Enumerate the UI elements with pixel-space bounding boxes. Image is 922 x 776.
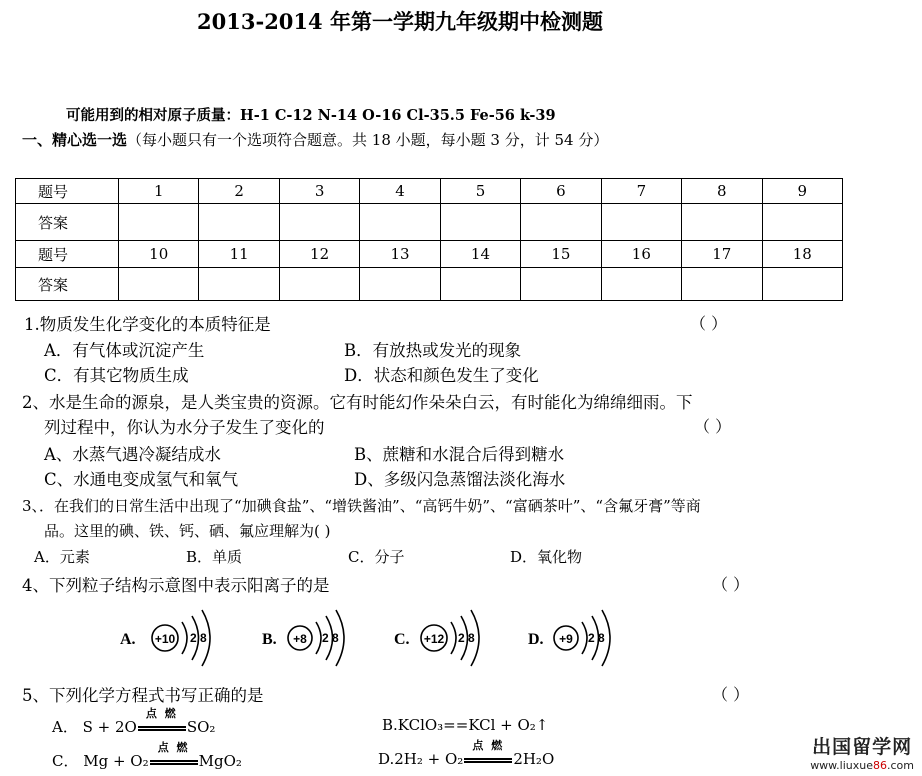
equals-bar xyxy=(138,726,186,731)
answer-cell[interactable] xyxy=(440,204,520,241)
particle-b-diagram xyxy=(262,610,344,666)
answer-row xyxy=(16,268,843,301)
question-number: 5 xyxy=(440,179,520,204)
answer-header: 答案 xyxy=(16,268,119,301)
question-number: 2 xyxy=(199,179,279,204)
shell-electrons: 2 8 xyxy=(322,631,339,645)
question-number: 8 xyxy=(682,179,762,204)
answer-cell[interactable] xyxy=(279,268,359,301)
particle-c-diagram xyxy=(394,610,479,666)
answer-cell[interactable] xyxy=(440,268,520,301)
watermark-title: 出国留学网 xyxy=(812,736,913,758)
answer-cell[interactable] xyxy=(682,268,762,301)
answer-cell[interactable] xyxy=(521,204,601,241)
q5-option-d xyxy=(378,739,555,768)
shell-electrons: 2 8 xyxy=(458,631,475,645)
nucleus-charge: +8 xyxy=(293,632,307,646)
q3-option-d: D．氧化物 xyxy=(510,548,583,566)
particle-letter: A. xyxy=(120,631,136,648)
answer-cell[interactable] xyxy=(521,268,601,301)
q3-stem-line2: 品。这里的碘、铁、钙、硒、氟应理解为( ) xyxy=(44,522,331,540)
equation-products: SO₂ xyxy=(186,718,216,736)
question-number-row xyxy=(16,241,843,268)
particle-d-diagram xyxy=(528,610,610,666)
url-highlight: 86 xyxy=(873,759,887,772)
answer-cell[interactable] xyxy=(199,268,279,301)
question-number: 13 xyxy=(360,241,440,268)
q2-option-d: D、多级闪急蒸馏法淡化海水 xyxy=(354,470,566,489)
q5-answer-blank: （ ） xyxy=(712,685,750,704)
question-number: 10 xyxy=(119,241,199,268)
answer-cell[interactable] xyxy=(762,268,843,301)
answer-row xyxy=(16,204,843,241)
equation-reactants: C． Mg + O₂ xyxy=(52,752,149,770)
electron-shell xyxy=(316,622,321,654)
answer-header: 答案 xyxy=(16,204,119,241)
question-number: 16 xyxy=(601,241,681,268)
nucleus-charge: +9 xyxy=(559,632,573,646)
question-number: 18 xyxy=(762,241,843,268)
answer-cell[interactable] xyxy=(360,268,440,301)
answer-cell[interactable] xyxy=(360,204,440,241)
answer-cell[interactable] xyxy=(119,204,199,241)
particle-letter: B. xyxy=(262,631,277,648)
electron-shell xyxy=(451,622,456,654)
answer-table xyxy=(15,178,843,301)
q2-option-c: C、水通电变成氢气和氧气 xyxy=(44,470,239,489)
question-number: 14 xyxy=(440,241,520,268)
question-number: 1 xyxy=(119,179,199,204)
url-part: .com xyxy=(887,759,914,772)
q1-option-b: B．有放热或发光的现象 xyxy=(344,341,522,360)
answer-cell[interactable] xyxy=(601,204,681,241)
q2-option-b: B、蔗糖和水混合后得到糖水 xyxy=(354,445,565,464)
question-number: 4 xyxy=(360,179,440,204)
answer-cell[interactable] xyxy=(682,204,762,241)
question-number: 12 xyxy=(279,241,359,268)
q1-option-c: C．有其它物质生成 xyxy=(44,366,189,385)
condition-label: 点 燃 xyxy=(157,741,190,754)
equals-bar xyxy=(464,758,512,763)
number-header: 题号 xyxy=(16,241,119,268)
shell-electrons: 2 8 xyxy=(588,631,605,645)
equation-reactants: D.2H₂ + O₂ xyxy=(378,750,464,768)
answer-cell[interactable] xyxy=(279,204,359,241)
q1-option-a: A．有气体或沉淀产生 xyxy=(44,341,205,360)
equation-products: MgO₂ xyxy=(198,752,242,770)
equation-reactants: A． S + 2O xyxy=(52,718,137,736)
particle-letter: C. xyxy=(394,631,410,648)
q1-option-d: D．状态和颜色发生了变化 xyxy=(344,366,539,385)
ignition-condition xyxy=(463,739,513,768)
q2-answer-blank: （ ） xyxy=(694,417,732,436)
watermark-url xyxy=(810,759,914,772)
question-number: 3 xyxy=(279,179,359,204)
q5-option-c xyxy=(52,741,242,771)
q2-option-a: A、水蒸气遇冷凝结成水 xyxy=(44,445,221,464)
site-watermark xyxy=(810,732,914,772)
equation-products: 2H₂O xyxy=(513,750,555,768)
page-title: 2013-2014 年第一学期九年级期中检测题 xyxy=(197,9,603,34)
electron-shell xyxy=(582,622,587,654)
particle-diagrams xyxy=(120,602,640,674)
q1-answer-blank: （ ） xyxy=(690,314,728,333)
question-number: 15 xyxy=(521,241,601,268)
question-number: 6 xyxy=(521,179,601,204)
section-note: （每小题只有一个选项符合题意。共 18 小题，每小题 3 分，计 54 分） xyxy=(127,131,609,149)
relative-atomic-masses: 可能用到的相对原子质量：H-1 C-12 N-14 O-16 Cl-35.5 Fe-56 k-39 xyxy=(66,107,556,124)
q1-stem: 1.物质发生化学变化的本质特征是 xyxy=(24,315,271,334)
q3-option-c: C．分子 xyxy=(348,548,405,566)
ignition-condition xyxy=(149,741,199,770)
nucleus-charge: +12 xyxy=(423,632,445,646)
q4-stem: 4、下列粒子结构示意图中表示阳离子的是 xyxy=(22,576,330,595)
question-number: 11 xyxy=(199,241,279,268)
url-part: www.liuxue xyxy=(810,759,873,772)
ignition-condition xyxy=(137,707,187,736)
nucleus-charge: +10 xyxy=(154,632,176,646)
question-number: 9 xyxy=(762,179,843,204)
q5-option-a xyxy=(52,707,216,737)
q2-stem-line2: 列过程中，你认为水分子发生了变化的 xyxy=(44,418,325,437)
condition-label: 点 燃 xyxy=(472,739,505,752)
q5-stem: 5、下列化学方程式书写正确的是 xyxy=(22,686,264,705)
electron-shell xyxy=(182,622,187,654)
answer-cell[interactable] xyxy=(601,268,681,301)
equals-bar xyxy=(150,760,198,765)
section-heading xyxy=(22,129,608,150)
q3-option-b: B．单质 xyxy=(186,548,243,566)
particle-a-diagram xyxy=(120,610,210,666)
answer-cell[interactable] xyxy=(762,204,843,241)
q3-stem-line1: 3、．在我们的日常生活中出现了“加碘食盐”、“增铁酱油”、“高钙牛奶”、“富硒茶叶”、“含氟牙膏”等商 xyxy=(22,497,701,515)
number-header: 题号 xyxy=(16,179,119,204)
shell-electrons: 2 8 xyxy=(190,631,207,645)
q2-stem-line1: 2、水是生命的源泉，是人类宝贵的资源。它有时能幻作朵朵白云，有时能化为绵绵细雨。下 xyxy=(22,393,693,412)
q5-option-b: B.KClO₃==KCl + O₂↑ xyxy=(382,716,549,734)
answer-cell[interactable] xyxy=(199,204,279,241)
section-title: 一、精心选一选 xyxy=(22,131,128,149)
q4-answer-blank: （ ） xyxy=(712,575,750,594)
question-number: 17 xyxy=(682,241,762,268)
question-number: 7 xyxy=(601,179,681,204)
condition-label: 点 燃 xyxy=(145,707,178,720)
question-number-row xyxy=(16,179,843,204)
particle-letter: D. xyxy=(528,631,544,648)
answer-cell[interactable] xyxy=(119,268,199,301)
q3-option-a: A．元素 xyxy=(34,548,90,566)
